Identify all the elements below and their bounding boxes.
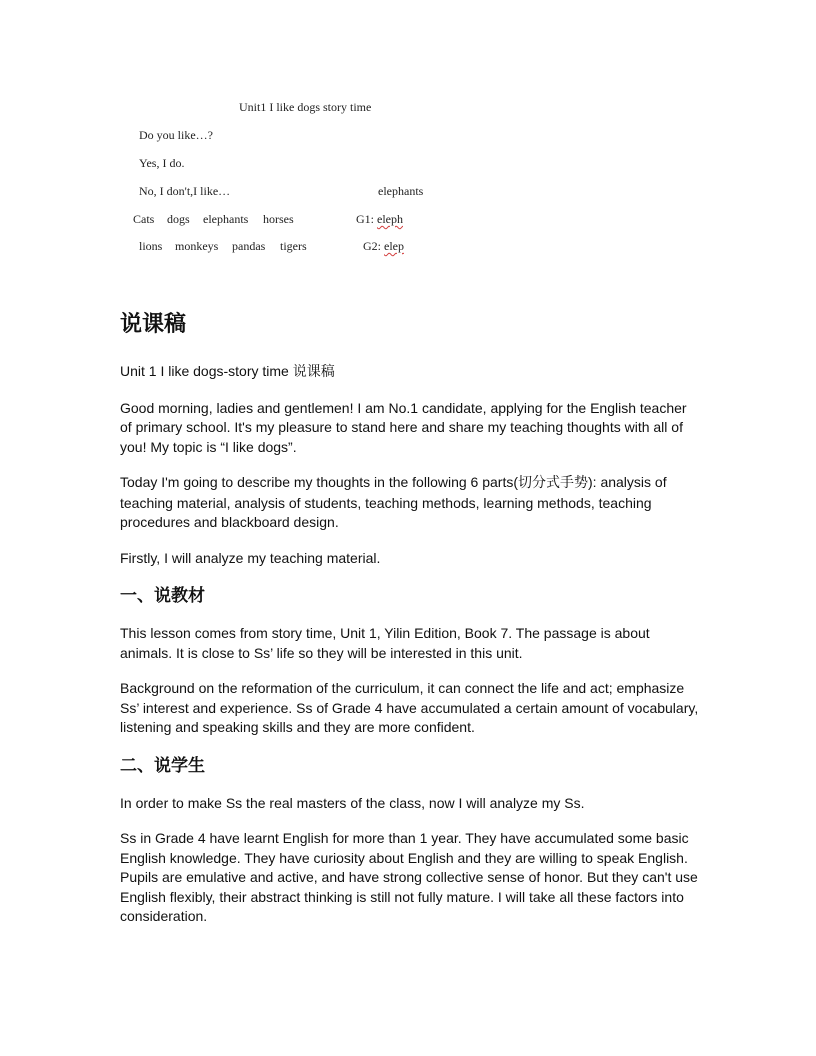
paragraph-lesson-source: This lesson comes from story time, Unit 1, Yilin Edition, Book 7. The passage is about animals. It is close to Ss’ life so they will be interested in this unit. — [120, 625, 650, 661]
blackboard-line-yes: Yes, I do. — [139, 156, 185, 170]
blackboard-word: monkeys — [175, 239, 219, 253]
blackboard-word: Cats — [133, 212, 155, 226]
outline-text-start: Today I'm going to describe my thoughts in the following 6 parts( — [120, 474, 518, 490]
blackboard-word: lions — [139, 239, 163, 253]
section-heading-students: 二、说学生 — [120, 755, 205, 776]
blackboard-line-no: No, I don't,I like… — [139, 184, 231, 198]
document-title: 说课稿 — [120, 312, 187, 337]
blackboard-word-elephants: elephants — [378, 184, 424, 198]
document-body — [120, 310, 700, 943]
paragraph-students-intro: In order to make Ss the real masters of the class, now I will analyze my Ss. — [120, 794, 585, 811]
group-word: elep — [384, 239, 404, 253]
subtitle-english: Unit 1 I like dogs-story time — [120, 363, 293, 379]
outline-text-end: ): analysis of teaching material, analysis of students, teaching methods, learning methods, teaching procedures and blackboard design. — [120, 474, 667, 530]
outline-gesture-note: 切分式手势 — [518, 475, 588, 491]
blackboard-word: horses — [263, 212, 294, 226]
group-label: G2: — [363, 239, 384, 253]
paragraph-greeting: Good morning, ladies and gentlemen! I am No.1 candidate, applying for the English teacher of primary school. It's my pleasure to stand here and share my teaching thoughts with all of you! My topic is “I like dogs”. — [120, 399, 687, 455]
paragraph-firstly: Firstly, I will analyze my teaching material. — [120, 549, 381, 566]
blackboard-group-1 — [356, 213, 403, 225]
paragraph-students-analysis: Ss in Grade 4 have learnt English for more than 1 year. They have accumulated some basic English knowledge. They have curiosity about English and they are willing to speak English. Pupils are emulative and active, and have strong collective sense of honor. But they can't use English flexibly, their abstract thinking is still not fully mature. I will take all these factors into consideration. — [120, 830, 698, 924]
blackboard-title: Unit1 I like dogs story time — [239, 100, 372, 114]
blackboard-group-2 — [363, 240, 404, 252]
subtitle-chinese: 说课稿 — [292, 364, 335, 380]
group-label: G1: — [356, 212, 377, 226]
paragraph-background: Background on the reformation of the curriculum, it can connect the life and act; emphasize Ss’ interest and experience. Ss of Grade 4 have accumulated a certain amount of vocabulary, listening and speaking skills and they are more confident. — [120, 680, 699, 735]
group-word: eleph — [377, 212, 403, 226]
blackboard-word: elephants — [203, 212, 249, 226]
blackboard-line-question: Do you like…? — [139, 128, 213, 142]
blackboard-word: tigers — [280, 239, 307, 253]
section-heading-material: 一、说教材 — [120, 586, 205, 606]
document-subtitle — [120, 362, 700, 383]
blackboard-word: dogs — [167, 212, 190, 226]
paragraph-outline — [120, 473, 700, 533]
blackboard-word: pandas — [232, 239, 266, 253]
